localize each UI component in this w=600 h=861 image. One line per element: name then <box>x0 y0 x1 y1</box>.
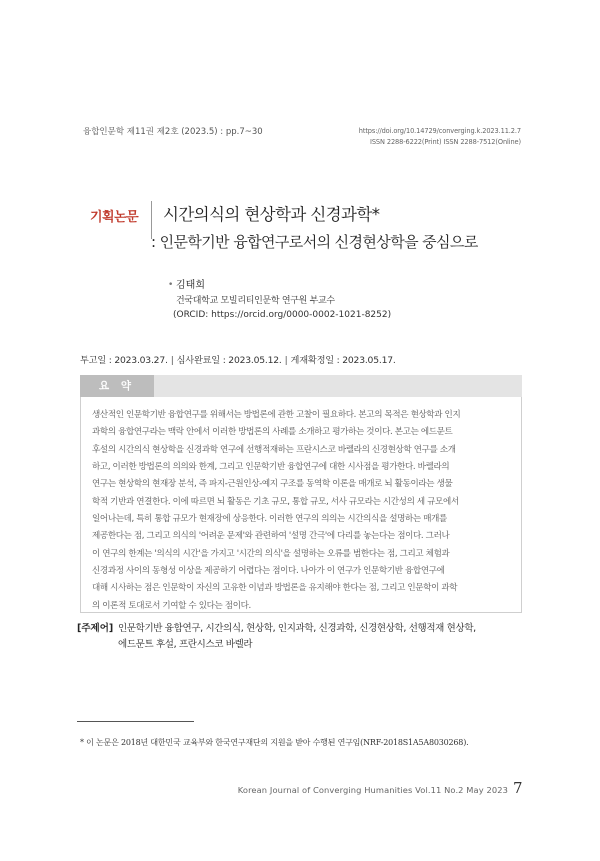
page-number: 7 <box>513 779 523 797</box>
date-reviewed: 심사완료일 : 2023.05.12. <box>176 355 282 366</box>
author-name: 김태희 <box>176 280 205 291</box>
abstract-label: 요 약 <box>80 375 154 397</box>
abstract-text <box>92 407 512 615</box>
footnote-rule <box>77 721 194 722</box>
article-title: 시간의식의 현상학과 신경과학* <box>163 205 380 224</box>
date-accepted: 게재확정일 : 2023.05.17. <box>290 355 396 366</box>
abstract-line: 이 연구의 한계는 '의식의 시간'을 가지고 '시간의 의식'을 설명하는 오류를 범한다는 점, 그리고 체험과 <box>92 548 450 559</box>
doi-link[interactable]: https://doi.org/10.14729/converging.k.2023.11.2.7 <box>358 127 521 135</box>
keywords-line: 에드문트 후설, 프란시스코 바렐라 <box>118 639 253 650</box>
running-header-left: 융합인문학 제11권 제2호 (2023.5) : pp.7~30 <box>83 127 263 137</box>
funding-footnote: * 이 논문은 2018년 대한민국 교육부와 한국연구재단의 지원을 받아 수행된 연구임(NRF-2018S1A5A8030268). <box>80 738 469 747</box>
running-header-right <box>359 126 521 148</box>
footer-journal: Korean Journal of Converging Humanities Vol.11 No.2 May 2023 <box>237 785 508 795</box>
author-orcid[interactable]: (ORCID: https://orcid.org/0000-0002-1021-8252) <box>173 310 392 320</box>
abstract-line: 의 이론적 토대로서 기여할 수 있다는 점이다. <box>92 600 251 611</box>
date-separator: | <box>170 355 174 366</box>
abstract-line: 후설의 시간의식 현상학을 신경과학 연구에 선행적재하는 프란시스코 바렐라의 신경현상학 연구를 소개 <box>92 444 456 455</box>
date-separator: | <box>284 355 288 366</box>
abstract-line: 대해 시사하는 점은 인문학이 자신의 고유한 이념과 방법론을 유지해야 한다는 점, 그리고 인문학이 과학 <box>92 583 458 594</box>
abstract-line: 과학의 융합연구라는 맥락 안에서 이러한 방법론의 사례를 소개하고 평가하는 것이다. 본고는 에드문트 <box>92 427 453 438</box>
keywords-line: 인문학기반 융합연구, 시간의식, 현상학, 인지과학, 신경과학, 신경현상학, 선행적재 현상학, <box>118 623 476 634</box>
abstract-line: 연구는 현상학의 현재장 분석, 즉 파지-근원인상-예지 구조를 동역학 이론을 매개로 뇌 활동이라는 생물 <box>92 479 453 490</box>
abstract-line: 하고, 이러한 방법론의 의의와 한계, 그리고 인문학기반 융합연구에 대한 시사점을 평가한다. 바렐라의 <box>92 462 450 473</box>
date-received: 투고일 : 2023.03.27. <box>80 355 168 366</box>
submission-dates <box>80 352 396 366</box>
author-affiliation: 건국대학교 모빌리티인문학 연구원 부교수 <box>176 296 335 306</box>
article-subtitle: : 인문학기반 융합연구로서의 신경현상학을 중심으로 <box>151 233 478 251</box>
abstract-line: 신경과정 사이의 동형성 이상을 제공하기 어렵다는 점이다. 나아가 이 연구가 인문학기반 융합연구에 <box>92 566 445 577</box>
abstract-line: 생산적인 인문학기반 융합연구를 위해서는 방법론에 관한 고찰이 필요하다. 본고의 목적은 현상학과 인지 <box>92 410 461 420</box>
issn-info: ISSN 2288-6222(Print) ISSN 2288-7512(Online) <box>370 138 521 146</box>
author-bullet: • <box>168 280 174 290</box>
abstract-line: 일어나는데, 특히 통합 규모가 현재장에 상응한다. 이러한 연구의 의의는 시간의식을 설명하는 매개를 <box>92 514 447 525</box>
abstract-line: 제공한다는 점, 그리고 의식의 '어려운 문제'와 관련하여 '설명 간극'에 다리를 놓는다는 점이다. 그러나 <box>92 531 450 542</box>
abstract-line: 학적 기반과 연결한다. 이에 따르면 뇌 활동은 기초 규모, 통합 규모, 서사 규모라는 시간성의 세 규모에서 <box>92 496 459 507</box>
article-category: 기획논문 <box>90 210 139 225</box>
keywords-label: [주제어] <box>77 623 114 634</box>
